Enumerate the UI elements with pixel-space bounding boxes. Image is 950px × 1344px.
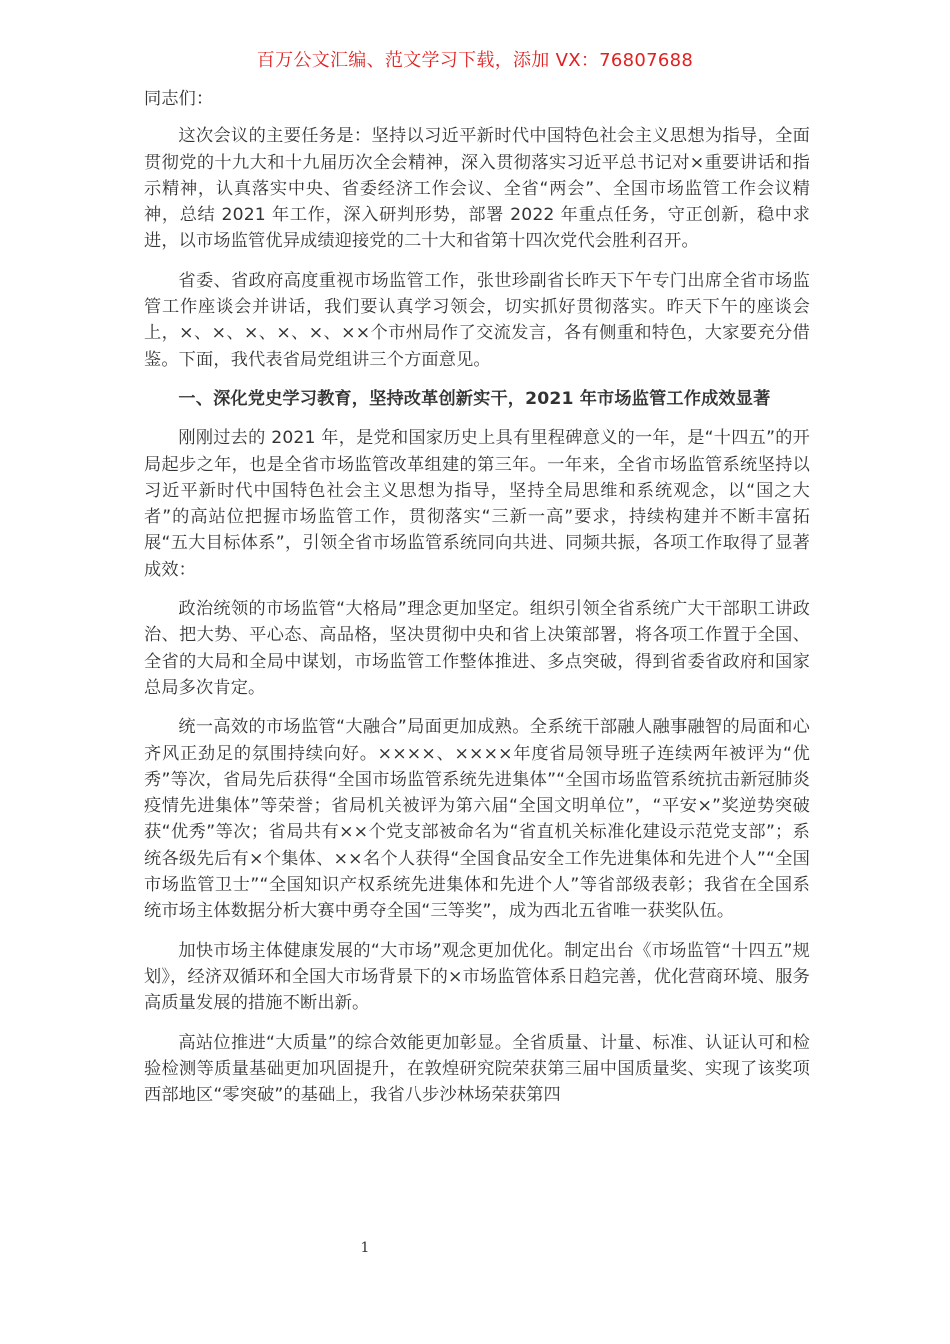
paragraph-meeting-tasks: 这次会议的主要任务是：坚持以习近平新时代中国特色社会主义思想为指导，全面贯彻党的十九大和十九届历次全会精神，深入贯彻落实习近平总书记对×重要讲话和指示精神，认真落实中央、省委经济工作会议、全省“两会”、全国市场监管工作会议精神，总结 2021 年工作，深入研判形势，部署 2022 年重点任务，守正创新，稳中求进，以市场监管优异成绩迎接党的二十大和省第十四次党代会胜利召开。 [144,126,810,252]
section-heading-1: 一、深化党史学习教育，坚持改革创新实干，2021 年市场监管工作成效显著 [178,388,771,409]
document-body [144,86,810,1121]
paragraph-provincial-attention: 省委、省政府高度重视市场监管工作，张世珍副省长昨天下午专门出席全省市场监管工作座谈会并讲话，我们要认真学习领会，切实抓好贯彻落实。昨天下午的座谈会上，×、×、×、×、×、××个市州局作了交流发言，各有侧重和特色，大家要充分借鉴。下面，我代表省局党组讲三个方面意见。 [144,270,810,370]
paragraph-big-pattern: 政治统领的市场监管“大格局”理念更加坚定。组织引领全省系统广大干部职工讲政治、把大势、平心态、高品格，坚决贯彻中央和省上决策部署，将各项工作置于全国、全省的大局和全局中谋划，市场监管工作整体推进、多点突破，得到省委省政府和国家总局多次肯定。 [144,599,810,698]
salutation: 同志们： [144,89,214,109]
paragraph-big-integration: 统一高效的市场监管“大融合”局面更加成熟。全系统干部融人融事融智的局面和心齐风正劲足的氛围持续向好。××××、××××年度省局领导班子连续两年被评为“优秀”等次，省局先后获得“全国市场监管系统先进集体”“全国市场监管系统抗击新冠肺炎疫情先进集体”等荣誉；省局机关被评为第六届“全国文明单位”，“平安×”奖逆势突破获“优秀”等次；省局共有××个党支部被命名为“省直机关标准化建设示范党支部”；系统各级先后有×个集体、××名个人获得“全国食品安全工作先进集体和先进个人”“全国市场监管卫士”“全国知识产权系统先进集体和先进个人”等省部级表彰；我省在全国系统市场主体数据分析大赛中勇夺全国“三等奖”，成为西北五省唯一获奖队伍。 [144,717,810,922]
paragraph-2021-review: 刚刚过去的 2021 年，是党和国家历史上具有里程碑意义的一年，是“十四五”的开局起步之年，也是全省市场监管改革组建的第三年。一年来，全省市场监管系统坚持以习近平新时代中国特色社会主义思想为指导，坚持全局思维和系统观念，以“国之大者”的高站位把握市场监管工作，贯彻落实“三新一高”要求，持续构建并不断丰富拓展“五大目标体系”，引领全省市场监管系统同向共进、同频共振，各项工作取得了显著成效： [144,428,810,580]
paragraph-big-market: 加快市场主体健康发展的“大市场”观念更加优化。制定出台《市场监管“十四五”规划》，经济双循环和全国大市场背景下的×市场监管体系日趋完善，优化营商环境、服务高质量发展的措施不断出新。 [144,940,810,1014]
page-number: 1 [360,1240,370,1256]
watermark-banner: 百万公文汇编、范文学习下载，添加 VX：76807688 [256,50,694,71]
paragraph-big-quality: 高站位推进“大质量”的综合效能更加彰显。全省质量、计量、标准、认证认可和检验检测等质量基础更加巩固提升，在敦煌研究院荣获第三届中国质量奖、实现了该奖项西部地区“零突破”的基础上，我省八步沙林场荣获第四 [144,1032,810,1106]
